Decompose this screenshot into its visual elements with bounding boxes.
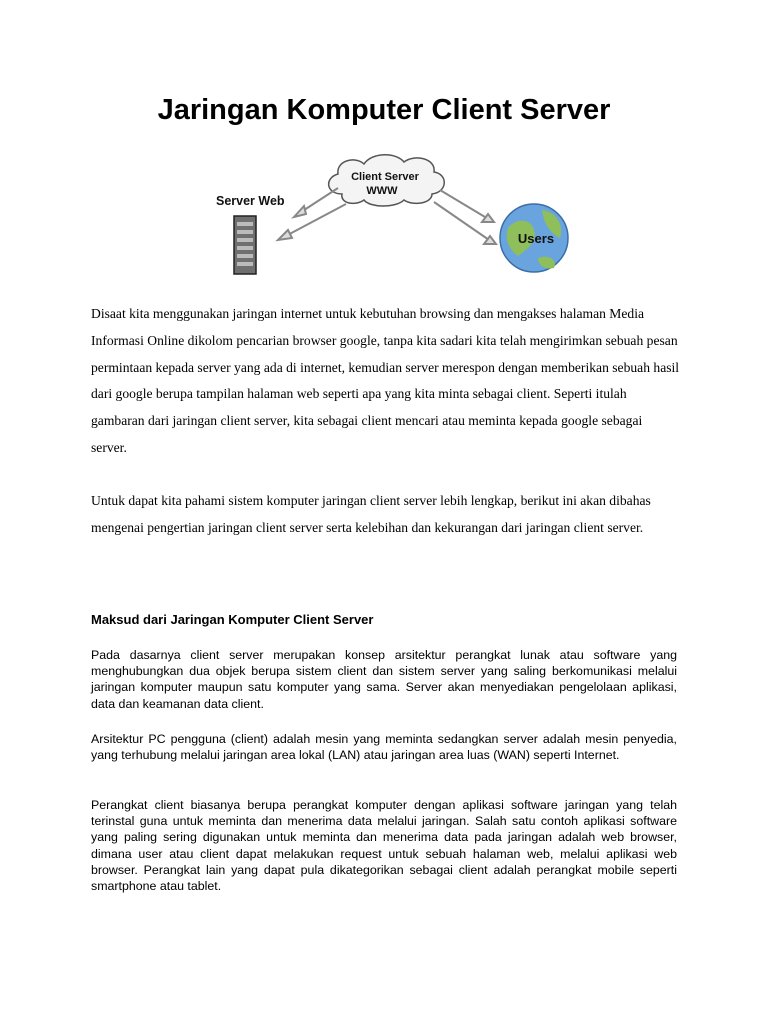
section-paragraph-2: Arsitektur PC pengguna (client) adalah mesin yang meminta sedangkan server adalah mesin penyedia, yang terhubung melalui jaringan area lokal (LAN) atau jaringan area luas (WAN) seperti Internet. [91, 732, 677, 763]
section-paragraph-3: Perangkat client biasanya berupa perangkat komputer dengan aplikasi software jaringan yang telah terinstal guna untuk meminta dan menerima data melalui jaringan. Salah satu contoh aplikasi software yang paling sering digunakan untuk meminta dan menerima data pada jaringan adalah web browser, dimana user atau client dapat melakukan request untuk sebuah halaman web, melalui aplikasi web browser. Perangkat lain yang dapat pula dikategorikan sebagai client adalah perangkat mobile seperti smartphone atau tablet. [91, 798, 677, 894]
intro-paragraph-2: Untuk dapat kita pahami sistem komputer jaringan client server lebih lengkap, berikut ini akan dibahas mengenai pengertian jaringan client server serta kelebihan dan kekurangan dari jaringan client server. [91, 493, 651, 535]
document-title: Jaringan Komputer Client Server [157, 94, 611, 126]
cloud-label-line1: Client Server [351, 171, 419, 183]
server-label: Server Web [216, 194, 285, 208]
server-icon [234, 216, 256, 274]
intro-paragraph-1: Disaat kita menggunakan jaringan internet untuk kebutuhan browsing dan mengakses halaman Media Informasi Online dikolom pencarian browser google, tanpa kita sadari kita telah mengirimkan sebuah pesan permintaan kepada server yang ada di internet, kemudian server merespon dengan memberikan sebuah hasil dari google berupa tampilan halaman web seperti apa yang kita minta sebagai client. Seperti itulah gambaran dari jaringan client server, kita sebagai client mencari atau meminta kepada google sebagai server. [91, 306, 680, 455]
section-paragraph-1: Pada dasarnya client server merupakan konsep arsitektur perangkat lunak atau software yang menghubungkan dua objek berupa sistem client dan sistem server yang saling berkomunikasi melalui jaringan komputer maupun satu komputer yang sama. Server akan menyediakan pengelolaan aplikasi, data dan keamanan data client. [91, 648, 677, 711]
users-label: Users [517, 231, 555, 246]
cloud-label-line2: WWW [366, 185, 398, 197]
client-server-diagram [200, 150, 580, 280]
section-heading: Maksud dari Jaringan Komputer Client Server [91, 612, 374, 627]
